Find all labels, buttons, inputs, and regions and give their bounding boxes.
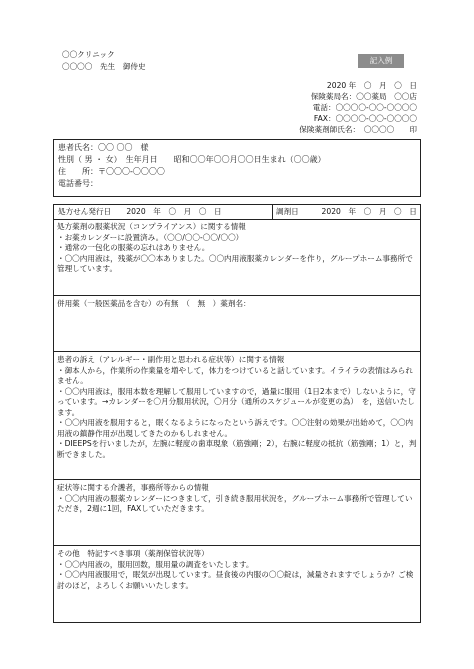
section-other [54,546,420,622]
section-otc [54,296,420,352]
compliance-line: ・お薬カレンダーに設置済み。（〇〇/〇〇-〇〇/〇〇） [57,232,244,242]
compliance-title: 処方薬剤の服薬状況（コンプライアンス）に関する情報 [57,222,246,231]
report-date: 2020 年 〇 月 〇 日 [326,81,417,90]
report-form [53,204,421,623]
section-complaint [54,352,420,480]
complaint-line: ・御本人から，作業所の作業量を増やして，体力をつけていると話しています。イライラの表情はみられません。 [57,365,413,385]
other-title: その他 特記すべき事項（薬剤保管状況等） [57,549,209,558]
pharmacy-name: 保険薬局名：〇〇薬局 〇〇店 [310,92,417,101]
patient-info-box [53,139,421,197]
sample-badge: 記入例 [358,54,404,68]
caregiver-line: ・〇〇内用液の服薬カレンダーにつきまして，引き続き服用状況を，グループホーム事務所で管理していただき，2週に1回，FAXしていただきます。 [57,493,413,513]
clinic-name: 〇〇クリニック [62,50,115,59]
compliance-line: ・通常の一包化の服薬の忘れはありません。 [57,243,210,252]
pharmacy-phone: 電話：〇〇〇〇-〇〇-〇〇〇〇 [312,103,417,112]
doctor-name: 〇〇〇〇 先生 御侍史 [62,62,146,71]
patient-gender-birth: 性別（ 男 ・ 女） 生年月日 昭和〇〇年〇〇月〇〇日生まれ（〇〇歳） [58,155,326,164]
dates-divider [272,205,273,219]
complaint-line: ・〇〇内用液を服用すると，眠くなるようになったという訴えです。〇〇注射の効果が出始めて，〇〇内用液の鎮静作用が出現してきたのかもしれません。 [57,418,414,438]
other-line: ・〇〇内用液の，服用回数，服用量の調査をいたします。 [57,559,254,569]
prescription-date: 処方せん発行日 2020 年 〇 月 〇 日 [58,207,222,216]
complaint-line: ・DIEEPSを行いましたが，左腕に軽度の歯車現象（筋強剛；2），右腕に軽度の抵抗（筋強剛；1）と，判断できました。 [57,439,417,459]
pharmacist-name: 保険薬剤師氏名： 〇〇〇〇 印 [299,125,417,134]
patient-name: 患者氏名：〇〇 〇〇 様 [58,143,149,152]
section-compliance [54,219,420,296]
patient-phone: 電話番号： [58,179,98,188]
complaint-line: ・〇〇内用液は，服用本数を理解して服用していますので，過量に服用（1日2本まで）しないように，守っています。→カレンダーを〇月分服用状況，〇月分（通所のスケジュールが変更の為） を，送信いたします。 [57,386,416,417]
dates-row [54,205,420,220]
caregiver-title: 症状等に関する介護者，事務所等からの情報 [57,483,209,492]
complaint-title: 患者の訴え（アレルギー・副作用と思われる症状等）に関する情報 [57,355,285,364]
patient-address: 住 所：〒〇〇〇-〇〇〇〇 [58,167,165,176]
dispensing-date: 調剤日 2020 年 〇 月 〇 日 [276,207,417,216]
compliance-line: ・〇〇内用液は，残薬が〇〇本ありました。〇〇内用液服薬カレンダーを作り，グループホーム事務所で管理しています。 [57,253,413,273]
pharmacy-fax: FAX：〇〇〇〇-〇〇-〇〇〇〇 [313,114,417,123]
otc-line: 併用薬（一般医薬品を含む）の有無 （ 無 ）薬剤名： [57,299,251,308]
section-caregiver [54,480,420,546]
other-line: ・〇〇内用液服用で，眠気が出現しています。昼食後の内服の〇〇錠は，減量されますでしょうか？ご検討のほど，よろしくお願いいたします。 [57,570,414,590]
